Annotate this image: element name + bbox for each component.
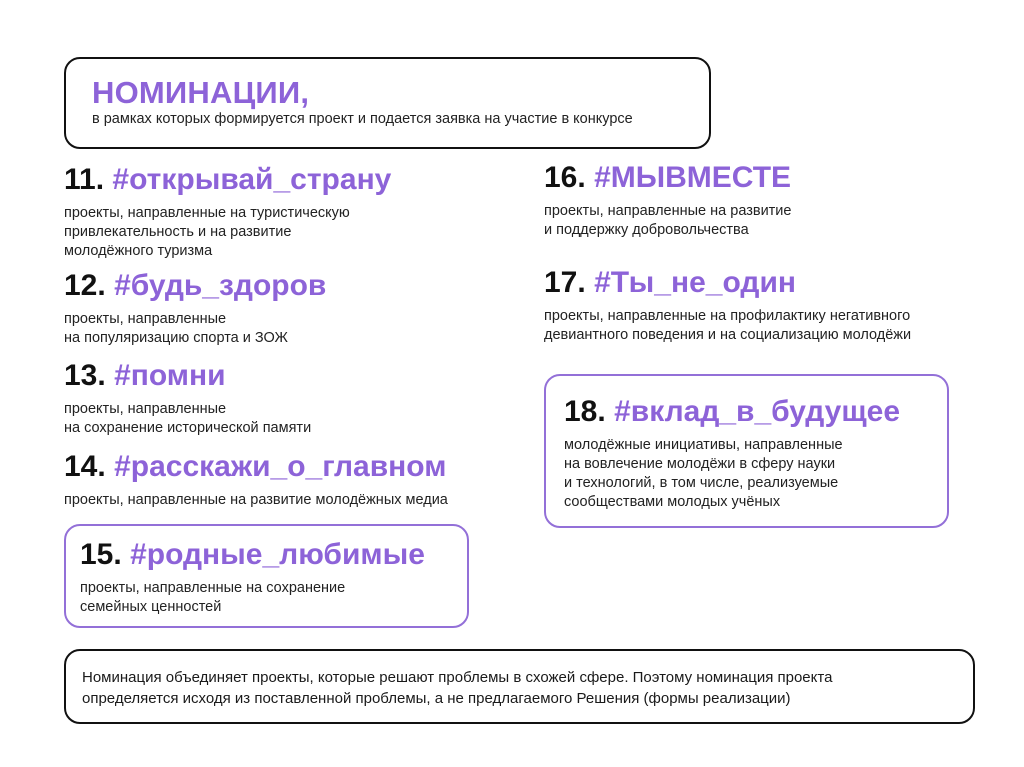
footer-note-box xyxy=(64,649,975,724)
nomination-18-box xyxy=(544,374,949,528)
nomination-description xyxy=(80,579,425,617)
nomination-title xyxy=(64,268,326,304)
nomination-15-box xyxy=(64,524,469,628)
nomination-description xyxy=(64,491,448,510)
nomination-title xyxy=(544,160,791,196)
nomination-description xyxy=(544,307,911,345)
page-subtitle: в рамках которых формируется проект и подается заявка на участие в конкурсе xyxy=(92,111,633,127)
description-line: проекты, направленные на туристическую xyxy=(64,205,350,221)
footer-line: Номинация объединяет проекты, которые решают проблемы в схожей сфере. Поэтому номинация проекта xyxy=(82,669,833,686)
nomination-hashtag: #вклад_в_будущее xyxy=(614,395,901,428)
nomination-number: 11. xyxy=(64,163,105,196)
nomination-title xyxy=(64,449,448,485)
nomination-12 xyxy=(64,268,326,348)
description-line: проекты, направленные на развитие xyxy=(544,203,792,219)
description-line: проекты, направленные xyxy=(64,311,227,327)
nomination-number: 14. xyxy=(64,450,106,483)
nomination-number: 15. xyxy=(80,538,122,571)
description-line: и технологий, в том числе, реализуемые xyxy=(564,475,839,491)
description-line: проекты, направленные на сохранение xyxy=(80,580,346,596)
description-line: на вовлечение молодёжи в сферу науки xyxy=(564,456,836,472)
nomination-14 xyxy=(64,449,448,510)
nomination-number: 17. xyxy=(544,266,586,299)
description-line: на популяризацию спорта и ЗОЖ xyxy=(64,330,288,346)
description-line: проекты, направленные на профилактику негативного xyxy=(544,308,911,324)
nomination-16 xyxy=(544,160,791,240)
description-line: семейных ценностей xyxy=(80,599,222,615)
nomination-11 xyxy=(64,162,391,261)
page-title: НОМИНАЦИИ, xyxy=(92,75,310,110)
footer-note xyxy=(82,667,832,709)
nomination-title xyxy=(564,394,900,430)
footer-line: определяется исходя из поставленной проблемы, а не предлагаемого Решения (формы реализации) xyxy=(82,690,791,707)
nomination-hashtag: #расскажи_о_главном xyxy=(114,450,447,483)
nomination-title xyxy=(544,265,911,301)
nomination-13 xyxy=(64,358,311,438)
nomination-title xyxy=(64,162,391,198)
nomination-hashtag: #помни xyxy=(114,359,226,392)
nomination-hashtag: #МЫВМЕСТЕ xyxy=(594,161,792,194)
description-line: проекты, направленные xyxy=(64,401,227,417)
nomination-description xyxy=(564,436,900,512)
nomination-hashtag: #Ты_не_один xyxy=(594,266,797,299)
description-line: сообществами молодых учёных xyxy=(564,494,781,510)
description-line: на сохранение исторической памяти xyxy=(64,420,312,436)
nomination-17 xyxy=(544,265,911,345)
header-box xyxy=(64,57,711,149)
nomination-18 xyxy=(564,394,900,512)
nomination-title xyxy=(64,358,311,394)
nomination-number: 16. xyxy=(544,161,586,194)
nomination-hashtag: #открывай_страну xyxy=(112,163,392,196)
description-line: молодёжные инициативы, направленные xyxy=(564,437,843,453)
nomination-number: 13. xyxy=(64,359,106,392)
nomination-15 xyxy=(80,537,425,617)
description-line: привлекательность и на развитие xyxy=(64,224,292,240)
nomination-number: 18. xyxy=(564,395,606,428)
description-line: и поддержку добровольчества xyxy=(544,222,749,238)
nomination-description xyxy=(64,400,311,438)
description-line: молодёжного туризма xyxy=(64,243,213,259)
nomination-description xyxy=(64,310,326,348)
nomination-description xyxy=(64,204,391,261)
nomination-title xyxy=(80,537,425,573)
nomination-description xyxy=(544,202,791,240)
description-line: девиантного поведения и на социализацию молодёжи xyxy=(544,327,912,343)
nomination-number: 12. xyxy=(64,269,106,302)
nomination-hashtag: #родные_любимые xyxy=(130,538,425,571)
description-line: проекты, направленные на развитие молодёжных медиа xyxy=(64,492,448,508)
nomination-hashtag: #будь_здоров xyxy=(114,269,327,302)
